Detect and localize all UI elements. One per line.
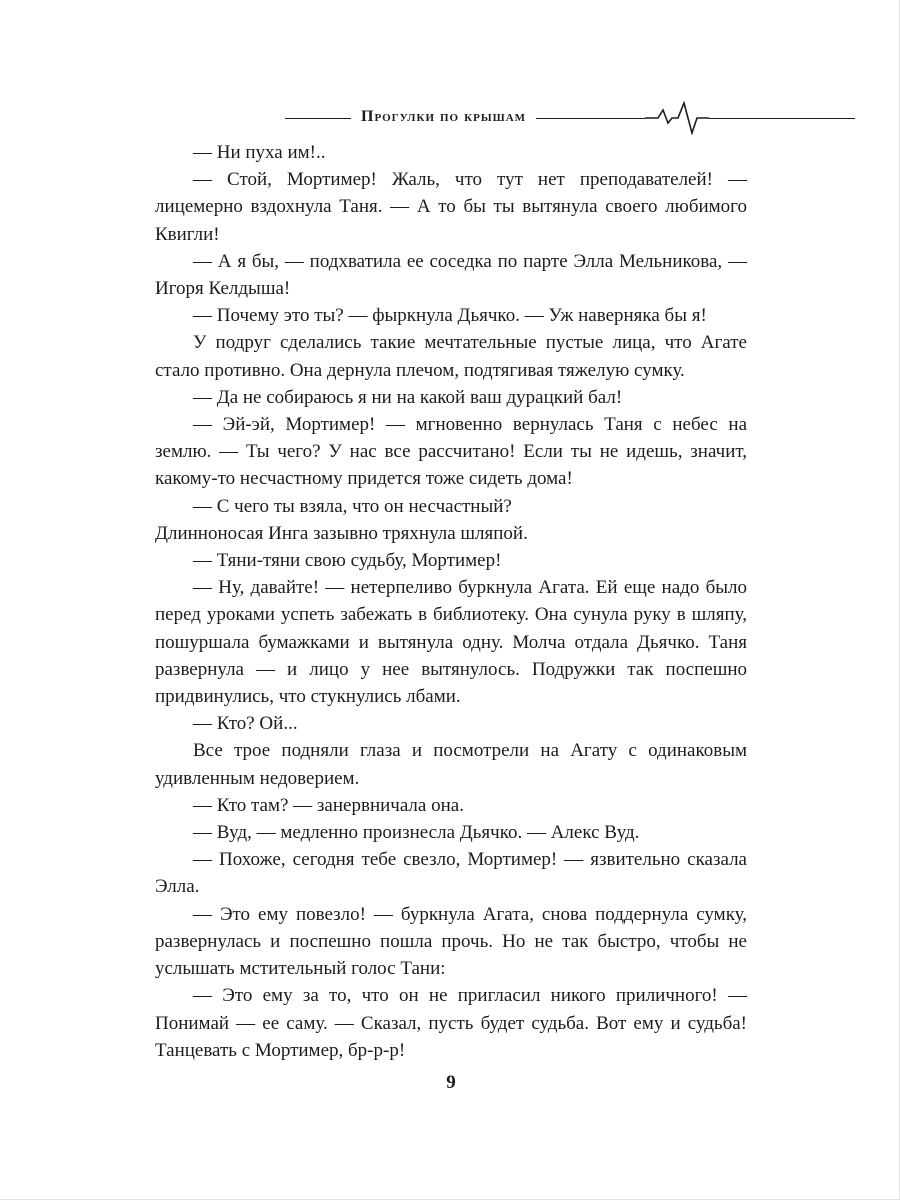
paragraph: — Почему это ты? — фыркнула Дьячко. — Уж наверняка бы я! <box>193 305 707 327</box>
paragraph: — Эй-эй, Мортимер! — мгновенно вернулась Таня с небес на землю. — Ты чего? У нас все рассчитано! Если ты не идешь, значит, какому-то несчастному придется тоже сидеть дома! <box>155 414 747 490</box>
text-block <box>155 139 747 1064</box>
paragraph: Все трое подняли глаза и посмотрели на Агату с одинаковым удивленным недоверием. <box>155 740 747 789</box>
head-rule-right <box>709 118 855 119</box>
head-rule-middle <box>536 118 645 119</box>
paragraph: — Похоже, сегодня тебе свезло, Мортимер! — язвительно сказала Элла. <box>155 849 747 898</box>
paragraph: — Это ему за то, что он не пригласил никого приличного! — Понимай — ее саму. — Сказал, пусть будет судьба. Вот ему и судьба! Танцевать с Мортимер, бр-р-р! <box>155 985 747 1061</box>
heartbeat-icon <box>645 101 709 135</box>
paragraph: — А я бы, — подхватила ее соседка по парте Элла Мельникова, — Игоря Келдыша! <box>155 250 747 300</box>
paragraph: — Вуд, — медленно произнесла Дьячко. — Алекс Вуд. <box>193 822 640 844</box>
paragraph: — С чего ты взяла, что он несчастный? <box>193 495 512 517</box>
running-head <box>285 101 855 135</box>
paragraph: — Это ему повезло! — буркнула Агата, снова поддернула сумку, развернулась и поспешно пошла прочь. Но не так быстро, чтобы не услышать мстительный голос Тани: <box>155 903 747 980</box>
paragraph: — Да не собираюсь я ни на какой ваш дурацкий бал! <box>193 386 623 408</box>
paragraph: — Кто там? — занервничала она. <box>193 794 464 816</box>
paragraph: У подруг сделались такие мечтательные пустые лица, что Агате стало противно. Она дернула плечом, подтягивая тяжелую сумку. <box>155 332 747 381</box>
paragraph: — Кто? Ой... <box>193 713 298 735</box>
page-number: 9 <box>446 1072 456 1093</box>
paragraph: — Тяни-тяни свою судьбу, Мортимер! <box>193 550 502 572</box>
head-rule-left <box>285 118 351 119</box>
paragraph: Длинноносая Инга зазывно тряхнула шляпой. <box>155 522 528 544</box>
paragraph: — Ну, давайте! — нетерпеливо буркнула Агата. Ей еще надо было перед уроками успеть забежать в библиотеку. Она сунула руку в шляпу, пошуршала бумажками и вытянула одну. Молча отдала Дьячко. Таня развернула — и лицо у нее вытянулось. Подружки так поспешно придвинулись, что стукнулись лбами. <box>155 577 747 708</box>
paragraph: — Ни пуха им!.. <box>193 142 326 163</box>
paragraph: — Стой, Мортимер! Жаль, что тут нет преподавателей! — лицемерно вздохнула Таня. — А то бы ты вытянула своего любимого Квигли! <box>155 169 747 245</box>
chapter-title: Прогулки по крышам <box>361 108 527 125</box>
